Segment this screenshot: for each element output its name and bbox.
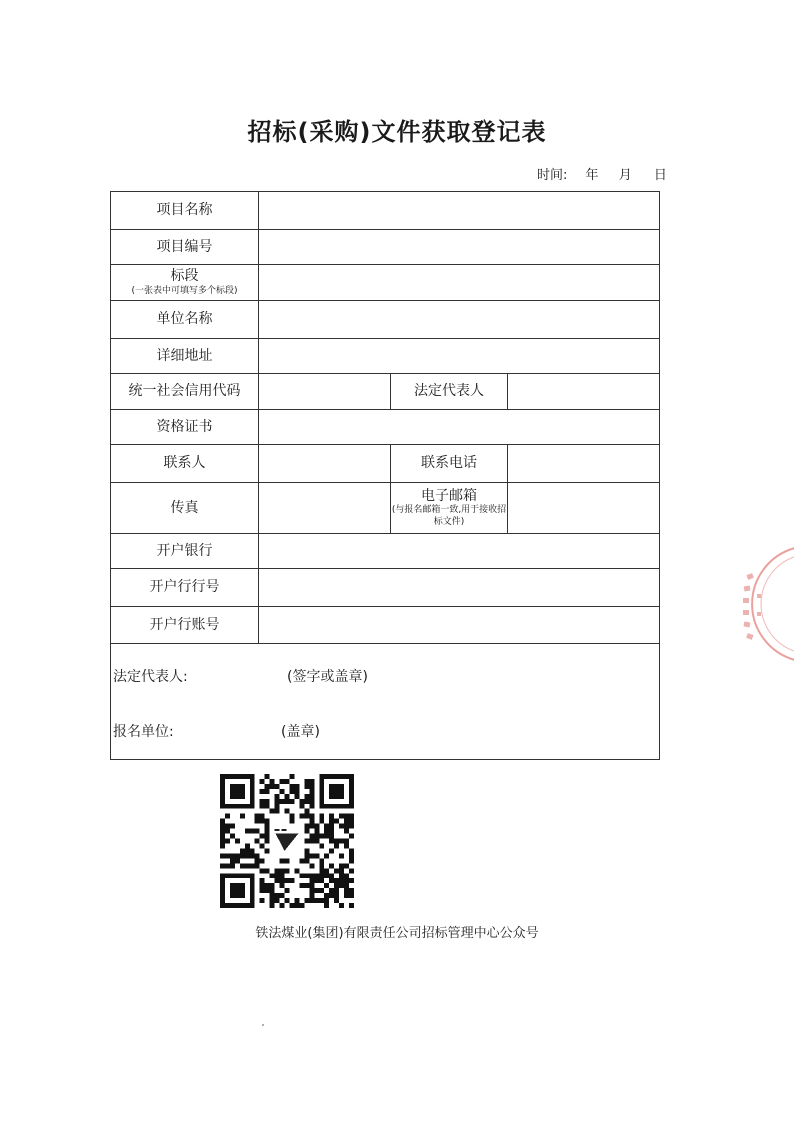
legal-rep-field[interactable] <box>508 374 660 410</box>
bank-account-label: 开户行账号 <box>111 607 259 644</box>
row-bank <box>111 534 660 569</box>
email-note: (与报名邮箱一致,用于接收招标文件) <box>391 505 507 528</box>
bank-label: 开户银行 <box>111 534 259 569</box>
section-note: (一张表中可填写多个标段) <box>131 285 238 296</box>
date-line <box>537 164 667 183</box>
page-title: 招标(采购)文件获取登记表 <box>247 118 547 146</box>
qualification-label: 资格证书 <box>111 410 259 445</box>
sign-rep-note: (签字或盖章) <box>287 669 368 685</box>
legal-rep-label: 法定代表人 <box>391 374 508 410</box>
address-label: 详细地址 <box>111 339 259 374</box>
date-day: 日 <box>653 168 667 183</box>
row-section <box>111 265 660 301</box>
row-credit-code <box>111 374 660 410</box>
project-number-label: 项目编号 <box>111 230 259 265</box>
row-project-name <box>111 192 660 230</box>
row-project-number <box>111 230 660 265</box>
sign-rep-label: 法定代表人: <box>113 669 188 685</box>
section-label: 标段 <box>170 268 199 285</box>
date-label: 时间: <box>537 168 568 183</box>
row-address <box>111 339 660 374</box>
scan-speck <box>262 1024 264 1026</box>
project-number-field[interactable] <box>259 230 660 265</box>
phone-label: 联系电话 <box>391 445 508 483</box>
seal-stamp-icon <box>735 544 794 664</box>
row-bank-code <box>111 569 660 607</box>
sign-unit-label: 报名单位: <box>113 724 174 740</box>
qr-caption: 铁法煤业(集团)有限责任公司招标管理中心公众号 <box>255 926 539 941</box>
credit-code-label: 统一社会信用代码 <box>111 374 259 410</box>
contact-label: 联系人 <box>111 445 259 483</box>
date-month: 月 <box>618 168 632 183</box>
row-bank-account <box>111 607 660 644</box>
email-label: 电子邮箱 <box>421 487 477 504</box>
bank-code-field[interactable] <box>259 569 660 607</box>
bank-code-label: 开户行行号 <box>111 569 259 607</box>
date-year: 年 <box>585 168 599 183</box>
signature-area[interactable] <box>111 644 660 760</box>
address-field[interactable] <box>259 339 660 374</box>
company-name-field[interactable] <box>259 301 660 339</box>
sign-unit-row <box>113 721 320 741</box>
credit-code-field[interactable] <box>259 374 391 410</box>
qualification-field[interactable] <box>259 410 660 445</box>
qr-code-icon <box>220 774 354 908</box>
email-label-cell <box>391 483 508 534</box>
row-fax-email <box>111 483 660 534</box>
section-field[interactable] <box>259 265 660 301</box>
contact-field[interactable] <box>259 445 391 483</box>
bank-account-field[interactable] <box>259 607 660 644</box>
bank-field[interactable] <box>259 534 660 569</box>
registration-form <box>110 191 660 760</box>
sign-unit-note: (盖章) <box>281 724 320 740</box>
company-name-label: 单位名称 <box>111 301 259 339</box>
row-contact <box>111 445 660 483</box>
email-field[interactable] <box>508 483 660 534</box>
project-name-field[interactable] <box>259 192 660 230</box>
fax-label: 传真 <box>111 483 259 534</box>
fax-field[interactable] <box>259 483 391 534</box>
row-company-name <box>111 301 660 339</box>
row-signature <box>111 644 660 760</box>
section-label-cell <box>111 265 259 301</box>
project-name-label: 项目名称 <box>111 192 259 230</box>
phone-field[interactable] <box>508 445 660 483</box>
sign-rep-row <box>113 666 368 686</box>
row-qualification <box>111 410 660 445</box>
